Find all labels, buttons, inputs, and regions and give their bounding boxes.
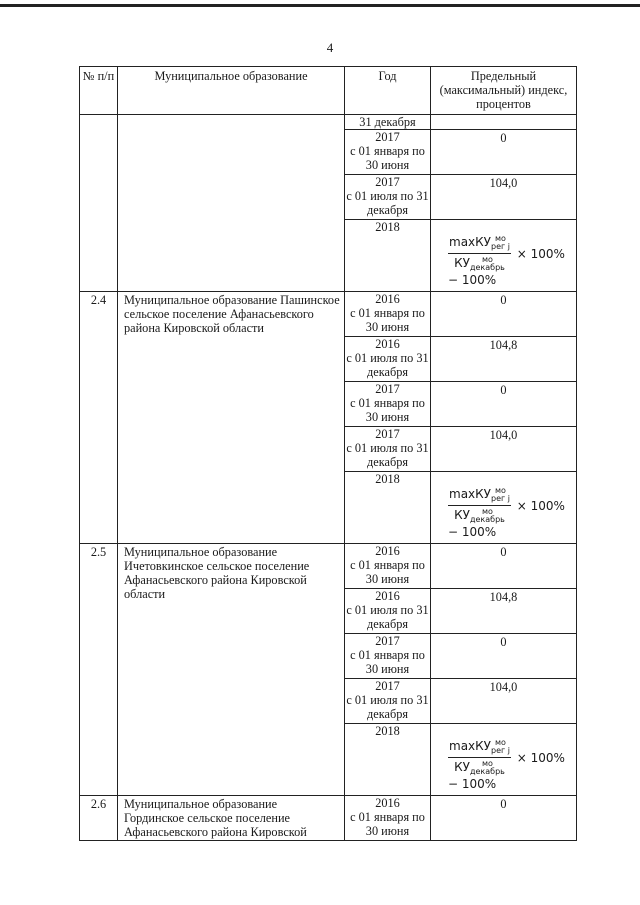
index-cell	[431, 130, 577, 175]
formula-numerator-sup: мо	[495, 738, 506, 747]
row-number-cell: 2.5	[80, 544, 118, 796]
formula-denominator-sub: декабрь	[469, 515, 505, 524]
formula-denominator-scripts	[470, 508, 505, 524]
period-text: с 01 января по 30 июня	[350, 558, 425, 586]
formula-denominator-base: КУ	[454, 256, 470, 270]
year-value: 2016	[375, 292, 400, 306]
period-text: с 01 июля по 31 декабря	[346, 603, 429, 631]
formula-numerator-scripts	[491, 235, 510, 251]
year-value: 2018	[375, 472, 400, 486]
period-text: с 01 января по 30 июня	[350, 648, 425, 676]
year-value: 2016	[375, 796, 400, 810]
formula-minus: − 100%	[448, 777, 497, 791]
index-cell	[431, 220, 577, 292]
index-value: 0	[500, 545, 507, 559]
period-text: с 01 июля по 31 декабря	[346, 441, 429, 469]
year-value: 2018	[375, 724, 400, 738]
year-cell	[345, 220, 431, 292]
page-number: 4	[326, 40, 334, 55]
formula-fraction	[448, 487, 511, 524]
index-cell	[431, 634, 577, 679]
index-value: 104,8	[489, 338, 518, 352]
index-cell	[431, 796, 577, 841]
formula-denominator-scripts	[470, 760, 505, 776]
index-value: 104,0	[489, 428, 518, 442]
formula-numerator-base: maxКУ	[449, 739, 491, 753]
year-value: 2017	[375, 130, 400, 144]
year-cell	[345, 175, 431, 220]
formula-denominator-base: КУ	[454, 508, 470, 522]
index-value: 0	[500, 797, 507, 811]
index-value: 0	[500, 383, 507, 397]
formula-numerator-base: maxКУ	[449, 235, 491, 249]
table-row	[80, 292, 577, 337]
period-text: с 01 июля по 31 декабря	[346, 351, 429, 379]
formula-multiplier: × 100%	[512, 246, 565, 261]
index-value: 104,0	[489, 176, 518, 190]
municipality-cell: Муниципальное образование Ичетовкинское сельское поселение Афанасьевского района Кировской области	[118, 544, 345, 796]
index-cell	[431, 427, 577, 472]
formula-denominator-sub: декабрь	[469, 263, 505, 272]
row-number-cell: 2.6	[80, 796, 118, 841]
index-cell	[431, 337, 577, 382]
formula-denominator	[448, 758, 511, 776]
formula-numerator-sup: мо	[495, 486, 506, 495]
formula-denominator-sup: мо	[481, 255, 493, 264]
municipality-cell: Муниципальное образование Гординское сельское поселение Афанасьевского района Кировской	[118, 796, 345, 841]
municipality-cell	[118, 115, 345, 292]
row-number-cell	[80, 115, 118, 292]
table-row	[80, 796, 577, 841]
formula-numerator-scripts	[491, 487, 510, 503]
period-text: с 01 января по 30 июня	[350, 306, 425, 334]
index-value: 104,0	[489, 680, 518, 694]
formula-numerator-sub: рег j	[491, 494, 510, 503]
period-text: 31 декабря	[359, 115, 416, 129]
period-text: с 01 июля по 31 декабря	[346, 189, 429, 217]
year-cell	[345, 634, 431, 679]
formula-numerator	[448, 739, 511, 758]
index-cell	[431, 544, 577, 589]
formula-minus: − 100%	[448, 525, 497, 539]
formula-numerator-sub: рег j	[491, 242, 510, 251]
row-number-cell: 2.4	[80, 292, 118, 544]
period-text: с 01 января по 30 июня	[350, 810, 425, 838]
year-cell	[345, 796, 431, 841]
table-row	[80, 544, 577, 589]
table-row	[80, 115, 577, 130]
index-formula	[448, 235, 565, 287]
formula-numerator-sup: мо	[495, 234, 506, 243]
year-value: 2017	[375, 382, 400, 396]
formula-numerator-base: maxКУ	[449, 487, 491, 501]
formula-multiplier: × 100%	[512, 498, 565, 513]
formula-multiplier: × 100%	[512, 750, 565, 765]
formula-denominator	[448, 506, 511, 524]
index-cell	[431, 115, 577, 130]
formula-denominator-sup: мо	[481, 507, 493, 516]
formula-numerator	[448, 235, 511, 254]
year-value: 2017	[375, 175, 400, 189]
formula-denominator-sub: декабрь	[469, 767, 505, 776]
period-text: с 01 января по 30 июня	[350, 396, 425, 424]
top-rule	[0, 4, 640, 7]
formula-numerator-sub: рег j	[491, 746, 510, 755]
formula-denominator-scripts	[470, 256, 505, 272]
index-cell	[431, 679, 577, 724]
year-value: 2016	[375, 544, 400, 558]
index-value: 0	[500, 635, 507, 649]
year-cell	[345, 472, 431, 544]
year-value: 2017	[375, 679, 400, 693]
index-cell	[431, 382, 577, 427]
tariff-index-table	[79, 66, 577, 841]
formula-minus: − 100%	[448, 273, 497, 287]
formula-numerator	[448, 487, 511, 506]
index-formula	[448, 739, 565, 791]
year-value: 2018	[375, 220, 400, 234]
formula-denominator	[448, 254, 511, 272]
header-year: Год	[345, 67, 431, 115]
formula-denominator-base: КУ	[454, 760, 470, 774]
year-value: 2016	[375, 337, 400, 351]
index-value: 0	[500, 131, 507, 145]
period-text: с 01 января по 30 июня	[350, 144, 425, 172]
year-cell	[345, 130, 431, 175]
index-formula	[448, 487, 565, 539]
year-cell	[345, 427, 431, 472]
period-text: с 01 июля по 31 декабря	[346, 693, 429, 721]
index-cell	[431, 724, 577, 796]
header-num: № п/п	[80, 67, 118, 115]
year-cell	[345, 382, 431, 427]
year-cell	[345, 544, 431, 589]
formula-numerator-scripts	[491, 739, 510, 755]
formula-fraction	[448, 739, 511, 776]
year-cell	[345, 589, 431, 634]
year-cell	[345, 337, 431, 382]
year-cell	[345, 724, 431, 796]
formula-denominator-sup: мо	[481, 759, 493, 768]
index-cell	[431, 175, 577, 220]
year-value: 2016	[375, 589, 400, 603]
table-body	[80, 115, 577, 841]
year-cell	[345, 115, 431, 130]
year-value: 2017	[375, 634, 400, 648]
index-value: 0	[500, 293, 507, 307]
year-cell	[345, 679, 431, 724]
index-value: 104,8	[489, 590, 518, 604]
year-cell	[345, 292, 431, 337]
header-index: Предельный (максимальный) индекс, процентов	[431, 67, 577, 115]
formula-fraction	[448, 235, 511, 272]
year-value: 2017	[375, 427, 400, 441]
municipality-cell: Муниципальное образование Пашинское сельское поселение Афанасьевского района Кировской области	[118, 292, 345, 544]
table-header-row	[80, 67, 577, 115]
index-cell	[431, 292, 577, 337]
index-cell	[431, 472, 577, 544]
index-cell	[431, 589, 577, 634]
header-municipality: Муниципальное образование	[118, 67, 345, 115]
